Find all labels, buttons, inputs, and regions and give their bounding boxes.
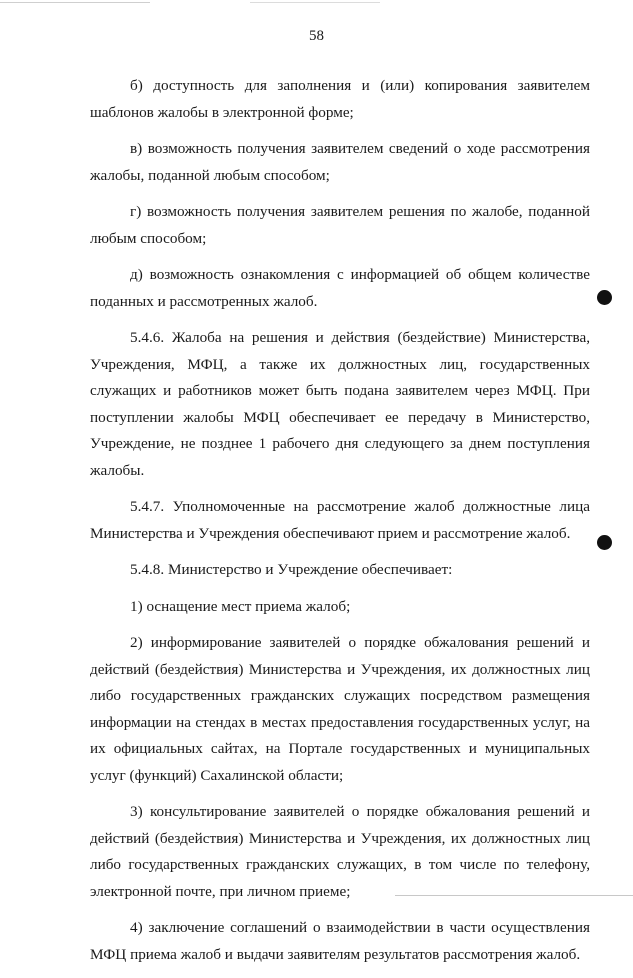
document-body [90,73,590,978]
list-item-2: 2) информирование заявителей о порядке обжалования решений и действий (бездействия) Министерства и Учреждения, их должностных лиц либо государственных гражданских служащих посредством размещения информации на стендах в местах предоставления государственных услуг, на их официальных сайтах, на Портале государственных и муниципальных услуг (функций) Сахалинской области; [90,634,590,784]
paragraph-5-4-7: 5.4.7. Уполномоченные на рассмотрение жалоб должностные лица Министерства и Учреждения обеспечивают прием и рассмотрение жалоб. [90,498,590,542]
scan-edge-bottom [395,895,633,896]
paragraph-5-4-6: 5.4.6. Жалоба на решения и действия (бездействие) Министерства, Учреждения, МФЦ, а также их должностных лиц, государственных служащих и работников может быть подана заявителем через МФЦ. При поступлении жалобы МФЦ обеспечивает ее передачу в Министерство, Учреждение, не позднее 1 рабочего дня следующего за днем поступления жалобы. [90,329,590,479]
paragraph-g: г) возможность получения заявителем решения по жалобе, поданной любым способом; [90,203,590,247]
binder-hole-dot [597,290,612,305]
list-item-4: 4) заключение соглашений о взаимодействии в части осуществления МФЦ приема жалоб и выдачи заявителям результатов рассмотрения жалоб. [90,919,590,963]
paragraph-5-4-8: 5.4.8. Министерство и Учреждение обеспечивает: [130,561,453,578]
paragraph-v: в) возможность получения заявителем сведений о ходе рассмотрения жалобы, поданной любым способом; [90,140,590,184]
scan-edge-top [0,2,150,3]
paragraph-d: д) возможность ознакомления с информацией об общем количестве поданных и рассмотренных жалоб. [90,266,590,310]
list-item-1: 1) оснащение мест приема жалоб; [130,597,351,615]
scan-edge-top-2 [250,2,380,3]
page-number: 58 [309,28,324,44]
list-item-3: 3) консультирование заявителей о порядке обжалования решений и действий (бездействия) Министерства и Учреждения, их должностных лиц либо государственных гражданских служащих, в том числе по телефону, электронной почте, при личном приеме; [90,803,590,900]
binder-hole-dot [597,535,612,550]
paragraph-b: б) доступность для заполнения и (или) копирования заявителем шаблонов жалобы в электронной форме; [90,77,590,121]
